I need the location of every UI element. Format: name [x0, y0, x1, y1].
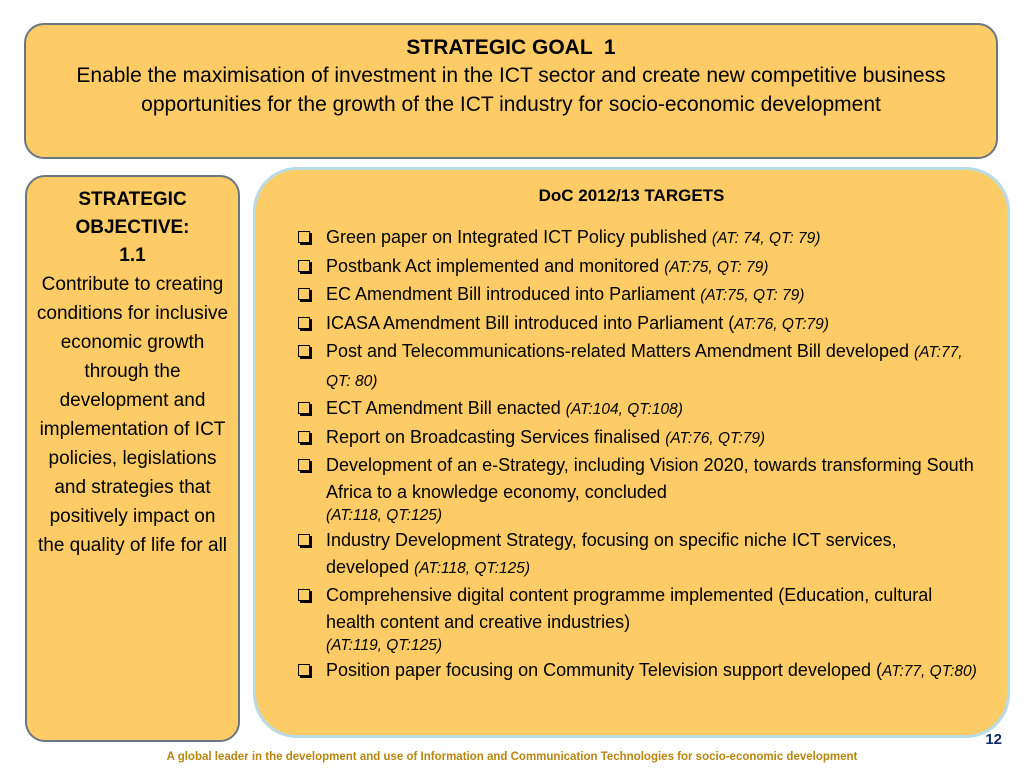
- targets-title: DoC 2012/13 TARGETS: [538, 186, 725, 205]
- target-score: (AT: 74, QT: 79): [711, 230, 821, 247]
- target-score: (AT:77, QT: 80): [326, 344, 963, 390]
- strategic-objective-box: [25, 175, 240, 742]
- target-item: [296, 310, 977, 339]
- checkbox-bullet-icon: [298, 231, 310, 243]
- target-score: (AT:76, QT:79): [665, 429, 766, 447]
- targets-box: [253, 167, 1010, 738]
- checkbox-bullet-icon: [298, 317, 310, 329]
- target-item: [296, 253, 977, 282]
- target-text: Green paper on Integrated ICT Policy published: [326, 227, 712, 247]
- target-item: [296, 281, 977, 310]
- target-text: Comprehensive digital content programme implemented (Education, cultural health content and creative industries): [326, 585, 933, 632]
- strategic-goal-box: [24, 23, 998, 159]
- target-score: (AT:75, QT: 79): [664, 258, 769, 276]
- target-text: Post and Telecommunications-related Matters Amendment Bill developed: [326, 341, 914, 361]
- page-number: 12: [985, 731, 1002, 748]
- checkbox-bullet-icon: [298, 260, 310, 272]
- objective-title-line-3: 1.1: [119, 245, 146, 266]
- target-text: Industry Development Strategy, focusing on specific niche ICT services, developed: [326, 530, 897, 577]
- target-item: [296, 452, 977, 527]
- target-item: [296, 582, 977, 657]
- target-item: [296, 395, 977, 424]
- target-text: Position paper focusing on Community Television support developed (: [326, 660, 882, 680]
- objective-title-line-1: STRATEGIC: [78, 189, 187, 210]
- target-item: [296, 338, 977, 395]
- target-text: EC Amendment Bill introduced into Parliament: [326, 284, 701, 304]
- target-text: Report on Broadcasting Services finalised: [326, 426, 666, 447]
- targets-list: [296, 224, 977, 686]
- footer-tagline: A global leader in the development and use of Information and Communication Technologies for socio-economic development: [166, 751, 858, 763]
- target-score: (AT:119, QT:125): [326, 637, 443, 654]
- checkbox-bullet-icon: [298, 288, 310, 300]
- checkbox-bullet-icon: [298, 664, 310, 676]
- target-score: (AT:104, QT:108): [565, 401, 683, 418]
- target-score: (AT:118, QT:125): [414, 559, 531, 577]
- target-text: ECT Amendment Bill enacted: [326, 398, 566, 418]
- strategic-objective-title: [35, 186, 230, 270]
- target-item: [296, 527, 977, 582]
- target-text: ICASA Amendment Bill introduced into Parliament (: [326, 312, 735, 333]
- target-text: Development of an e-Strategy, including Vision 2020, towards transforming South Africa to a knowledge economy, concluded: [326, 455, 974, 502]
- target-item: [296, 657, 977, 686]
- target-item: [296, 224, 977, 253]
- checkbox-bullet-icon: [298, 345, 310, 357]
- strategic-objective-description: Contribute to creating conditions for inclusive economic growth through the development and implementation of ICT policies, legislations and strategies that positively impact on the quality of life for all: [36, 274, 229, 556]
- target-text: Postbank Act implemented and monitored: [326, 255, 665, 276]
- target-score: AT:77, QT:80): [882, 663, 977, 680]
- target-score: AT:76, QT:79): [734, 315, 829, 333]
- checkbox-bullet-icon: [298, 589, 310, 601]
- strategic-goal-description: Enable the maximisation of investment in the ICT sector and create new competitive business opportunities for the growth of the ICT industry for socio-economic development: [76, 64, 946, 116]
- checkbox-bullet-icon: [298, 431, 310, 443]
- checkbox-bullet-icon: [298, 402, 310, 414]
- target-score: (AT:118, QT:125): [326, 507, 443, 524]
- objective-title-line-2: OBJECTIVE:: [75, 217, 190, 238]
- target-score: (AT:75, QT: 79): [700, 287, 805, 304]
- checkbox-bullet-icon: [298, 459, 310, 471]
- target-item: [296, 424, 977, 453]
- strategic-goal-title: STRATEGIC GOAL 1: [406, 36, 616, 59]
- checkbox-bullet-icon: [298, 534, 310, 546]
